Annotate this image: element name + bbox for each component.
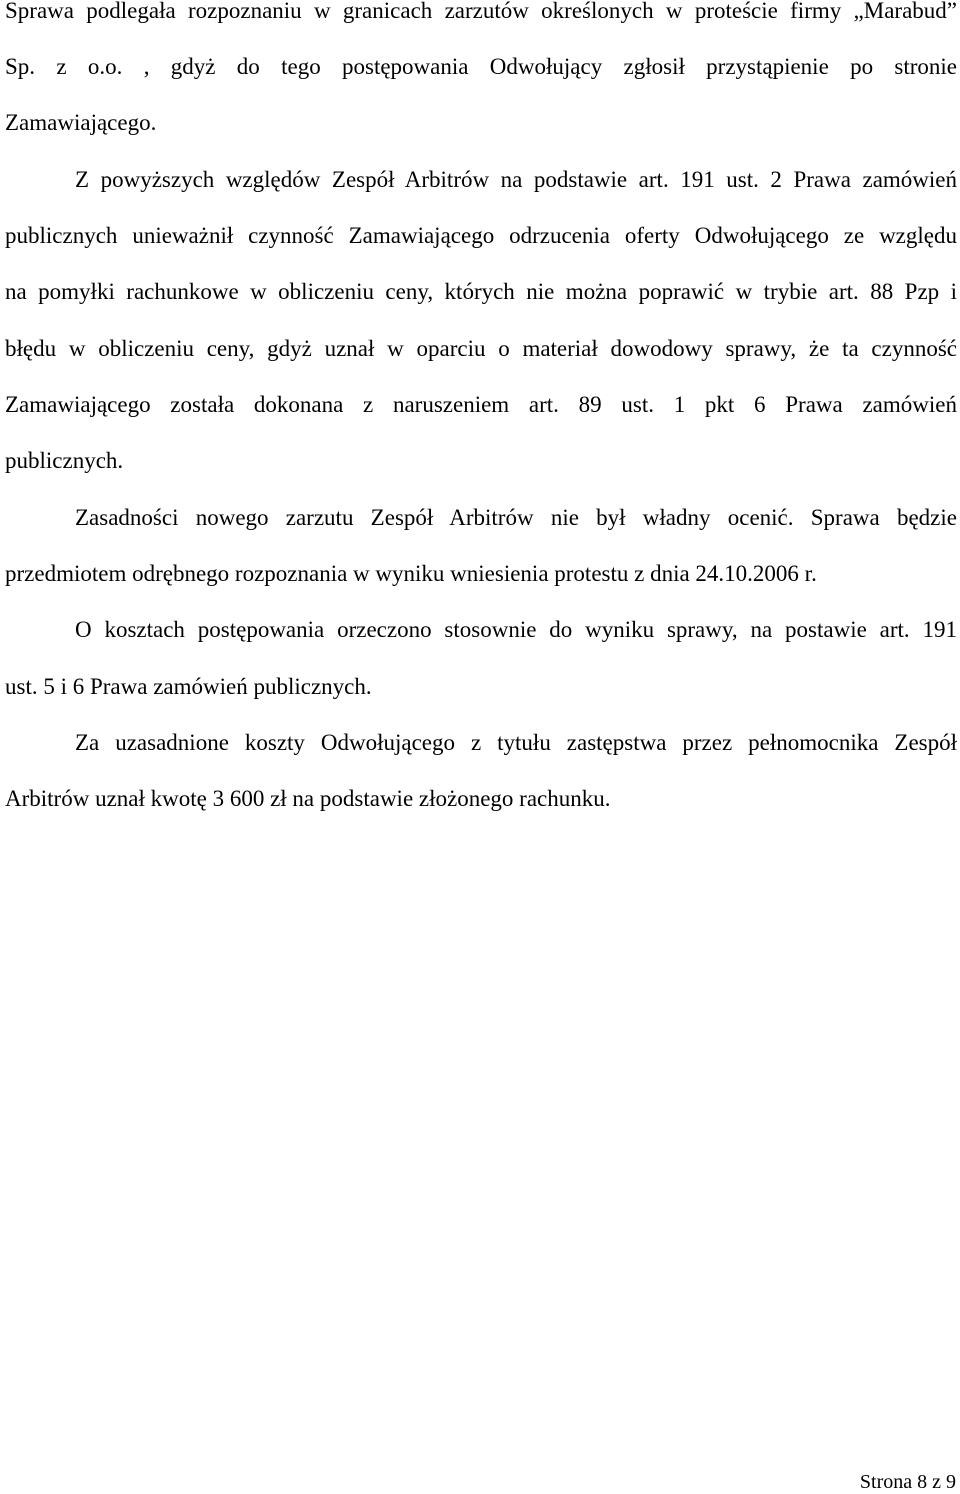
text-line: Zamawiającego.	[5, 110, 157, 135]
text-line: O kosztach postępowania orzeczono stosownie do wyniku sprawy, na postawie art. 191	[75, 617, 957, 642]
text-line: ust. 5 i 6 Prawa zamówień publicznych.	[5, 674, 372, 699]
text-line: Za uzasadnione koszty Odwołującego z tytułu zastępstwa przez pełnomocnika Zespół	[75, 730, 957, 755]
text-line: Z powyższych względów Zespół Arbitrów na podstawie art. 191 ust. 2 Prawa zamówień	[75, 167, 957, 192]
text-line: na pomyłki rachunkowe w obliczeniu ceny, których nie można poprawić w trybie art. 88 Pzp i	[5, 279, 957, 304]
text-line: Zamawiającego została dokonana z naruszeniem art. 89 ust. 1 pkt 6 Prawa zamówień	[5, 392, 957, 417]
text-line: błędu w obliczeniu ceny, gdyż uznał w oparciu o materiał dowodowy sprawy, że ta czynność	[5, 336, 957, 361]
text-line: Zasadności nowego zarzutu Zespół Arbitrów nie był władny ocenić. Sprawa będzie	[75, 505, 957, 530]
text-line: przedmiotem odrębnego rozpoznania w wyniku wniesienia protestu z dnia 24.10.2006 r.	[5, 561, 817, 586]
text-line: publicznych.	[5, 448, 124, 473]
text-line: publicznych unieważnił czynność Zamawiającego odrzucenia oferty Odwołującego ze względu	[5, 223, 957, 248]
page-number: Strona 8 z 9	[859, 1471, 956, 1493]
text-line: Sp. z o.o. , gdyż do tego postępowania Odwołujący zgłosił przystąpienie po stronie	[5, 54, 957, 79]
text-line: Arbitrów uznał kwotę 3 600 zł na podstawie złożonego rachunku.	[5, 786, 611, 811]
text-line: Sprawa podlegała rozpoznaniu w granicach zarzutów określonych w proteście firmy „Marabud”	[5, 0, 957, 23]
